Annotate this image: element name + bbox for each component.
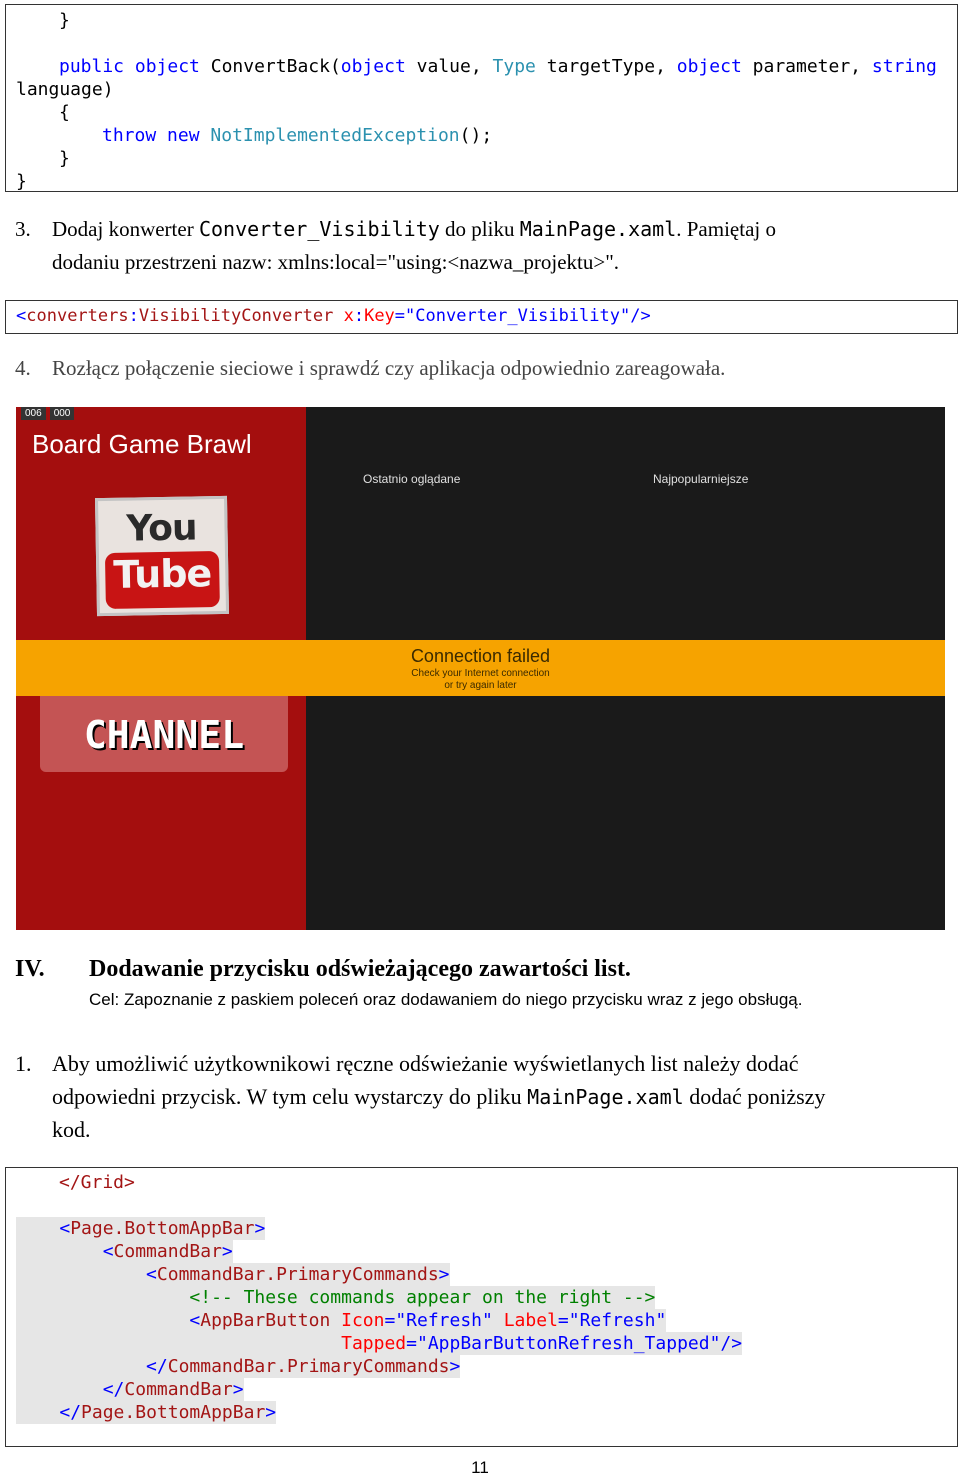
code-line: <CommandBar.PrimaryCommands>: [16, 1263, 450, 1286]
code-block-converter: [5, 300, 958, 334]
section-subtitle: Cel: Zapoznanie z paskiem poleceń oraz dodawaniem do niego przycisku wraz z jego obsługą.: [89, 990, 803, 1009]
step-4-text: Rozłącz połączenie sieciowe i sprawdź czy aplikacja odpowiednio zareagowała.: [52, 356, 726, 380]
code-line: </CommandBar.PrimaryCommands>: [16, 1355, 460, 1378]
code-line: <converters:VisibilityConverter x:Key="Converter_Visibility"/>: [16, 306, 651, 326]
code-line: Tapped="AppBarButtonRefresh_Tapped"/>: [16, 1332, 742, 1355]
frame-counter: [21, 407, 74, 420]
banner-line-1: Check your Internet connection: [411, 668, 550, 679]
channel-text: CHANNEL: [83, 713, 245, 757]
counter-a: 006: [21, 407, 46, 420]
step-1-number: 1.: [15, 1051, 32, 1076]
code-block-appbar: [5, 1167, 958, 1447]
tab-most-popular[interactable]: Najpopularniejsze: [653, 472, 749, 486]
youtube-you-text: You: [126, 507, 197, 550]
code-line: </CommandBar>: [16, 1378, 244, 1401]
code-line: </Grid>: [59, 1172, 135, 1193]
youtube-logo: [95, 496, 229, 616]
counter-b: 000: [50, 407, 75, 420]
code-line: <Page.BottomAppBar>: [16, 1217, 265, 1240]
code-line: public object ConvertBack(object value, Type targetType, object parameter, string: [59, 56, 937, 77]
code-line: {: [59, 102, 70, 123]
code-line: }: [16, 171, 27, 192]
section-numeral: IV.: [15, 956, 45, 982]
code-line: </Page.BottomAppBar>: [16, 1401, 276, 1424]
section-title: Dodawanie przycisku odświeżającego zawartości list.: [89, 956, 631, 982]
code-line: <!-- These commands appear on the right -->: [16, 1286, 655, 1309]
code-block-convertback: [5, 4, 958, 192]
code-line: <CommandBar>: [16, 1240, 233, 1263]
connection-failed-banner: [16, 640, 945, 696]
tab-recently-viewed[interactable]: Ostatnio oglądane: [363, 472, 461, 486]
code-line: <AppBarButton Icon="Refresh" Label="Refresh": [16, 1309, 666, 1332]
step-1-line-2: odpowiedni przycisk. W tym celu wystarczy do pliku MainPage.xaml dodać poniższy: [52, 1084, 826, 1109]
code-line: language): [16, 79, 114, 100]
app-screenshot: [16, 407, 945, 930]
step-4-number: 4.: [15, 356, 31, 380]
page-number: 11: [471, 1458, 489, 1477]
app-title: Board Game Brawl: [32, 429, 252, 459]
channel-logo: [40, 687, 288, 772]
step-3-line-1: Dodaj konwerter Converter_Visibility do pliku MainPage.xaml. Pamiętaj o: [52, 217, 776, 241]
banner-title: Connection failed: [410, 646, 551, 666]
step-3-number: 3.: [15, 217, 31, 241]
code-line: throw new NotImplementedException();: [102, 125, 493, 146]
step-1-line-3: kod.: [52, 1117, 91, 1142]
code-line: }: [59, 148, 70, 169]
code-line: }: [59, 10, 70, 31]
banner-line-2: or try again later: [444, 680, 517, 691]
youtube-tube-text: Tube: [113, 551, 212, 597]
step-3-line-2: dodaniu przestrzeni nazw: xmlns:local="using:<nazwa_projektu>".: [52, 250, 620, 274]
step-1-line-1: Aby umożliwić użytkownikowi ręczne odświeżanie wyświetlanych list należy dodać: [52, 1051, 799, 1076]
